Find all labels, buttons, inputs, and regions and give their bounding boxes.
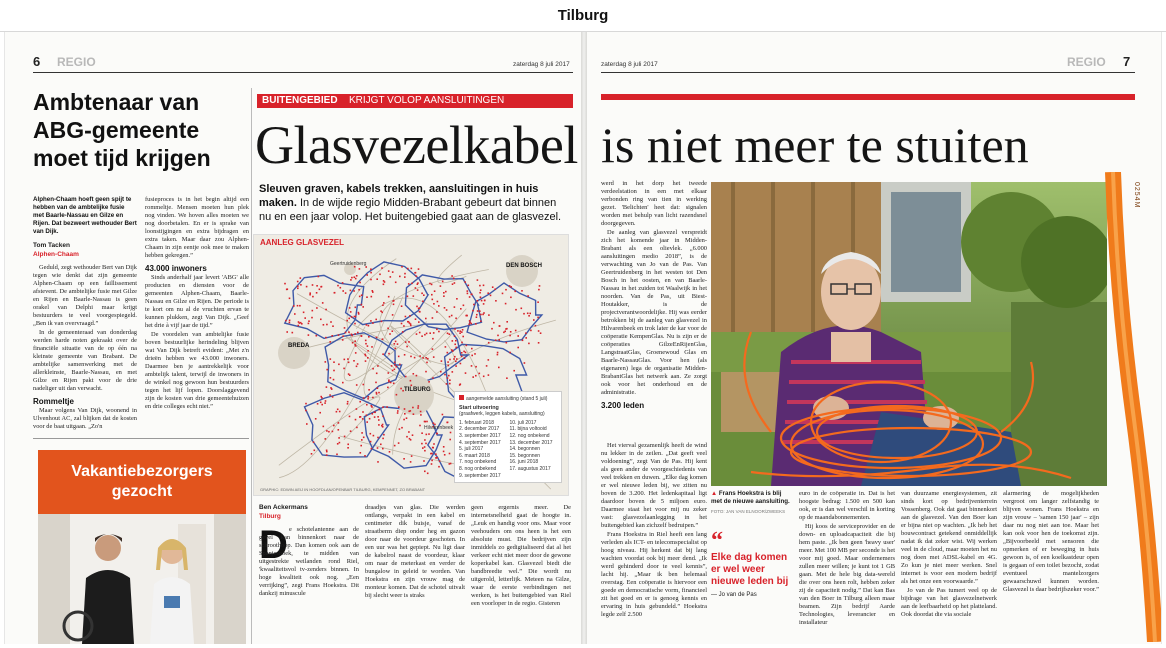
page-number-left: 6 (33, 54, 41, 69)
right-page (587, 32, 1162, 644)
fiber-map (253, 234, 569, 496)
quote-text: Elke dag komen er wel weer nieuwe leden bij (711, 552, 789, 587)
window-title-bar (0, 0, 1166, 32)
legend-item: 3. september 2017 (459, 432, 501, 439)
article-column-3: geen ergernis meer. De internetsnelheid gaat de hoogte in. „Leuk en handig voor ons. Maar voor veehouders om ons heen is het een absolute must. Die bedrijven zijn inmiddels zo gedigitaliseerd dat al het verkeer echt niet meer door de gewone koperkabel kan. Glasvezel biedt die bandbreedte wel.” Die wordt nu uitgerold, letterlijk. Meteen na Gilze, waar de eerste verbindingen net werken, is het buitengebied van Riel een voorloper in de regio. Gisteren (471, 504, 571, 607)
map-legend (454, 391, 562, 483)
lead-regular: In de wijde regio Midden-Brabant gebeurt dat binnen nu en een jaar volop. Het buitengebied gaat aan de glasvezel. (259, 197, 562, 223)
lead-bold: Sleuven graven, kabels trekken, aansluitingen in huis maken. (259, 183, 539, 209)
kicker-bar-continuation (601, 94, 1135, 100)
map-place-geertruidenberg: Geertruidenberg (330, 261, 367, 267)
right-column-2 (799, 490, 895, 644)
paragraph: Jo van de Pas tumert veel op de bijdrage van het glasvezelnetwerk aan de leefbaarheid op het platteland. Ook doordat die via sociale (901, 587, 997, 618)
paragraph: De voordelen van ambtelijke fusie boven bestuurlijke herindeling blijven wat Van Dijk betreft evident: „Met z'n drieën hebben we 43.000 inwoners. Daarmee ben je aantrekkelijk voor ambtelijk talent, terwijl de inwoners in de winkel nog gewoon hun bestuurders tegen het lijf lopen. Doorslaggevend zijn de kosten van drie gemeentehuizen en drie colleges echt niet.” (145, 331, 249, 410)
paragraph: Geduld, zegt wethouder Bert van Dijk tegen wie denkt dat zijn gemeente Alphen-Chaam op een faillissement afstevent. De ambtelijke fusie met Gilze en Rijen en Baarle-Nassau is geen orakel van Delphi maar krijgt bestuurders te veel voorgespiegeld. „Ben ik van overvraagd.” (33, 264, 137, 327)
paragraph: Maar volgens Van Dijk, woonend in Ulvenhout AC, zal blijken dat de kosten voor de baat uitgaan. „Zo'n (33, 407, 137, 430)
map-place-den-bosch: DEN BOSCH (506, 263, 543, 269)
story-headline-line: moet tijd krijgen (33, 145, 211, 171)
article-column-2: draadjes van glas. Die werden ontlangs, verpakt in een kabel en centimeter dik buisje, vanaf de straatberm diep onder heg en gazon door naar de voordeur geschoten. In een uur was het gepiept. Nu ligt daar de kabelrol naast de voordeur, klaar om naar de meterkast en verder de bungalow in geleid te worden. Van Hoekstra en zijn vrouw mag de monteur komen. Dat de schotel uitvalt bij slecht weer is straks (365, 504, 465, 599)
article-column-1: e schotelantenne aan de gevel kan binnenkort naar de schroothoop. Dan komen ook aan de Spanjeshoek, te midden van uitgestrekte weilanden rond Riel, 'kwaaliteitsvol tv-zenders binnen. In hoge kwaliteit ook nog. „Een verrijking”, zegt Frans Hoekstra. Dit dankzij minuscule (259, 526, 359, 597)
legend-item: 17. augustus 2017 (509, 465, 551, 472)
legend-item: 4. september 2017 (459, 439, 501, 446)
story-subhead: Rommeltje (33, 397, 74, 406)
map-place-tilburg: TILBURG (404, 387, 431, 393)
paragraph: Het vierval gezamenlijk heeft de wind nu lekker in de zeilen. „Dat geeft veel voldoening”, zegt Van de Pas. Hij kent als geen ander de voorgeschiedenis van veel trekken en duwen. „Elke dag komen er wel nieuwe leden bij, we zitten nu boven de 3.200. Het ledenkapitaal ligt daardoor boven de 5 miljoen euro. Daarmee staat het voor mij nu zeker vast: glasvezelaanlegging in het buitengebied kan zichzelf bedruipen.” (601, 442, 707, 529)
photo-credit: FOTO: JAN VAN ELNOOR/ZWEEKS (711, 509, 786, 514)
paragraph: Hij koos de serviceprovider en de down- en uploadcapaciteit die bij hem paste. „Ik ben geen 'heavy user' meer. Met 100 MB per seconde is het voor mij goed. Maar ondernemers zullen meer willen; je kunt tot 1 GB gaan. Met de hele big data-wereld die over ons heen rolt, hebben zeker zij de capaciteit nodig.” Dat kan Bas van den Boer in Tilburg alleen maar beamen. Zijn bedrijf Aarde Technologies, leverancier en installateur (799, 523, 895, 626)
story-headline-line: Ambtenaar van (33, 89, 200, 115)
paragraph: werd in het dorp het tweede verdeelstation in een met elkaar verbonden ring van tien in werking gezet. 'Belichten' heet dat: signalen worden met behulp van licht razendsnel doorgegeven. (601, 180, 707, 227)
drop-cap: D (259, 523, 288, 567)
story-divider (33, 438, 249, 439)
legend-title: Start uitvoering (459, 404, 499, 411)
legend-item: 11. bijna voltooid (509, 426, 547, 433)
quote-mark-icon: “ (711, 528, 723, 554)
legend-item: 9. september 2017 (459, 472, 501, 479)
fiber-cable-illustration (1103, 172, 1162, 642)
legend-item: 10. juli 2017 (509, 419, 537, 426)
promo-block[interactable] (38, 450, 246, 644)
article-byline: Ben Ackermans (259, 504, 308, 511)
story-subhead: 43.000 inwoners (145, 264, 207, 273)
legend-item: 7. nog onbekend (459, 459, 497, 466)
quote-author: — Jo van de Pas (711, 592, 757, 598)
story-dateline: Alphen-Chaam (33, 251, 79, 258)
section-label-right: REGIO (1067, 55, 1106, 69)
pull-quote (711, 528, 793, 598)
story-headline-line: ABG-gemeente (33, 117, 200, 143)
article-photo (711, 182, 1107, 486)
legend-item: 6. maart 2018 (459, 452, 490, 459)
legend-item: 15. begonnen (509, 452, 541, 459)
legend-item: 14. begonnen (509, 446, 541, 453)
paragraph: De aanleg van glasvezel verspreidt zich het komende jaar in Midden-Brabant als een olievlek. „6.000 aansluitingen medio 2018”, is de verwachting van Jo van de Pas. Van Geertruidenberg in het westen tot Den Bosch in het oosten, en van Baarle-Nassau in het zuiden tot Waalwijk in het noorden. Van de Pas, uit Biest-Houtakker, is de projectverantwoordelijke. Hij was eerder betrokken bij de aanleg van glasvezel in Hilvarenbeek en trok later de kar voor de coöperatie KempenGlas. Nu is zijn er de coöperaties GilzeEnRijenGlas, LangstraatGlas, Groenewoud Glas en Baarle-NassauGlas. Voor hen (als eigenaren) lega de organisatie Midden-BrabantGlas het netwerk aan. Ze zorgt ook voor het onderhoud en de administratie. (601, 229, 707, 396)
photo-caption (711, 490, 793, 516)
header-rule-right (601, 72, 1135, 73)
paragraph: In de gemeenteraad van donderdag werden harde noten gekraakt over de financiële situatie van de op één na kleinste gemeente van Brabant. De ambtelijke samenwerking met de allerkleinste, Baarle-Nassau, en met Gilze en Rijen pakt voor de drie nadeliger uit dan verwacht. (33, 329, 137, 392)
legend-item: 8. nog onbekend (459, 465, 497, 472)
story-byline: Tom Tacken (33, 242, 70, 249)
legend-item: 1. februari 2018 (459, 419, 495, 426)
header-rule-left (33, 72, 573, 73)
promo-photo (38, 450, 246, 644)
main-headline-right: is niet meer te stuiten (601, 117, 1029, 173)
window-title: Tilburg (557, 7, 609, 24)
legend-item: 2. december 2017 (459, 426, 500, 433)
caption-triangle-icon: ▲ (711, 490, 718, 497)
right-column-1 (601, 180, 707, 444)
cable-imprint: 0254M (1133, 182, 1140, 209)
story-column-1 (33, 264, 137, 454)
legend-item: 12. nog onbekend (509, 432, 550, 439)
left-page (5, 32, 581, 644)
kicker-label: BUITENGEBIED (262, 95, 338, 106)
page-number-right: 7 (1123, 54, 1131, 69)
photo-man-with-cable (711, 182, 1107, 486)
right-column-1b (601, 442, 707, 644)
map-credit: GRAPHIC: EDWIN AEIJ IN HOOFDLAN/OPENBAR TILBURG, KEMPENNET, ZO BRABANT (260, 487, 426, 492)
story-column-2 (145, 196, 249, 454)
map-title: AANLEG GLASVEZEL (260, 238, 345, 247)
paragraph: Frans Hoekstra in Riel heeft een lang verleden als ICT- en telecomspecialist op hoog niveau. Hij herkent dat bij lang wachten voordat ook bij meer dend. „Ik werd gehinderd door te veel kennis”, lacht hij. „Maar ik ben helemaal overstag. Een coöperatie is hiervoor een goede en democratische vorm, financieel zit het goed en er is genoeg kennis en ervaring in huis gebundeld.” Hoekstra legde zelf 2.500 (601, 531, 707, 618)
kicker-text: KRIJGT VOLOP AANSLUITINGEN (349, 95, 505, 106)
paragraph: fusieproces is in het begin altijd een rommeltje. Mensen moeten hun plek nog vinden. We hoven alles moeten we nog doorbetalen. En er is sprake van loonstijgingen en extra bijdragen en extra taken. Maar daar zou Alphen-Chaam in zijn eentje ook mee te maken hebben gekregen.” (145, 196, 249, 259)
main-headline-left: Glasvezelkabel (255, 115, 578, 175)
date-right: zaterdag 8 juli 2017 (601, 61, 658, 68)
date-left: zaterdag 8 juli 2017 (513, 61, 570, 68)
right-column-4: alarmering de mogelijkheden vergroot om langer zelfstandig te blijven wonen. Frans Hoekstra en zijn vrouw – 'samen 150 jaar' – zijn daar nu nog niet aan toe. Maar het kan ook voor hen de toekomst zijn. „Bijvoorbeeld met sensoren die opmerken of er beweging in huis gewoon is, of een koelkastdeur open is gegaan of een toilet bezocht, zodat eventueel mantelzorgers gewaarschuwd kunnen worden. Glasvezel is daar bedrijfszeker voor.” (1003, 490, 1099, 593)
paragraph: Sinds anderhalf jaar levert 'ABG' alle producten en diensten voor de gemeenten Alphen-Chaam, Baarle-Nassau en Gilze en Rijen. De periode is te kort om nu al de vruchten ervan te kunnen plukken, zegt Van Dijk. „Geef het drie à vijf jaar de tijd.” (145, 274, 249, 329)
kicker-bar (257, 94, 573, 108)
promo-title-line: gezocht (111, 483, 173, 500)
legend-subtitle: (graafwerk, leggen kabels, aansluiting) (459, 411, 545, 418)
lead-paragraph (259, 182, 571, 224)
promo-title-line: Vakantiebezorgers (71, 463, 213, 480)
paragraph: van duurzame energiesystemen, zit sinds kort op bedrijventerrein Vossenberg. Ook dat gaat binnenkort aan de glasvezel. Van den Boer kan er bijna niet op wachten. „Ik heb het bouwcontract getekend onmiddellijk nadat ik dat zeker wist. Wij werken veel in de cloud, maar moeten het nu nog doen met ADSL-kabel en 4G. Zo kun je niet meer werken. Snel internet is voor een modern bedrijf als het onze een voorwaarde.” (901, 490, 997, 585)
map-place-hilvarenbeek: Hilvarenbeek (424, 425, 454, 431)
column-rule (251, 88, 252, 644)
story-intro: Alphen-Chaam hoeft geen spijt te hebben van de ambtelijke fusie met Baarle-Nassau en Gilze en Rijen. Dat bezweert wethouder Bert van Dijk. (33, 196, 137, 235)
section-label-left: REGIO (57, 55, 96, 69)
legend-item: 16. juni 2018 (509, 459, 539, 466)
caption-text: Frans Hoekstra is blij met de nieuwe aansluiting. (711, 490, 790, 505)
legend-item: 13. december 2017 (509, 439, 553, 446)
paragraph: euro in de coöperatie in. Dat is het hoogste bedrag: 1.500 en 500 kan ook, er is dan wel verschil in korting op de maandabonnementen. (799, 490, 895, 521)
legend-item: 5. juli 2017 (459, 446, 484, 453)
map-place-breda: BREDA (288, 343, 310, 349)
newspaper-spread (4, 32, 1162, 644)
right-subhead: 3.200 leden (601, 401, 645, 410)
right-column-3 (901, 490, 997, 644)
legend-header: aangemelde aansluiting (stand 5 juli) (466, 396, 548, 402)
article-dateline: Tilburg (259, 513, 281, 520)
